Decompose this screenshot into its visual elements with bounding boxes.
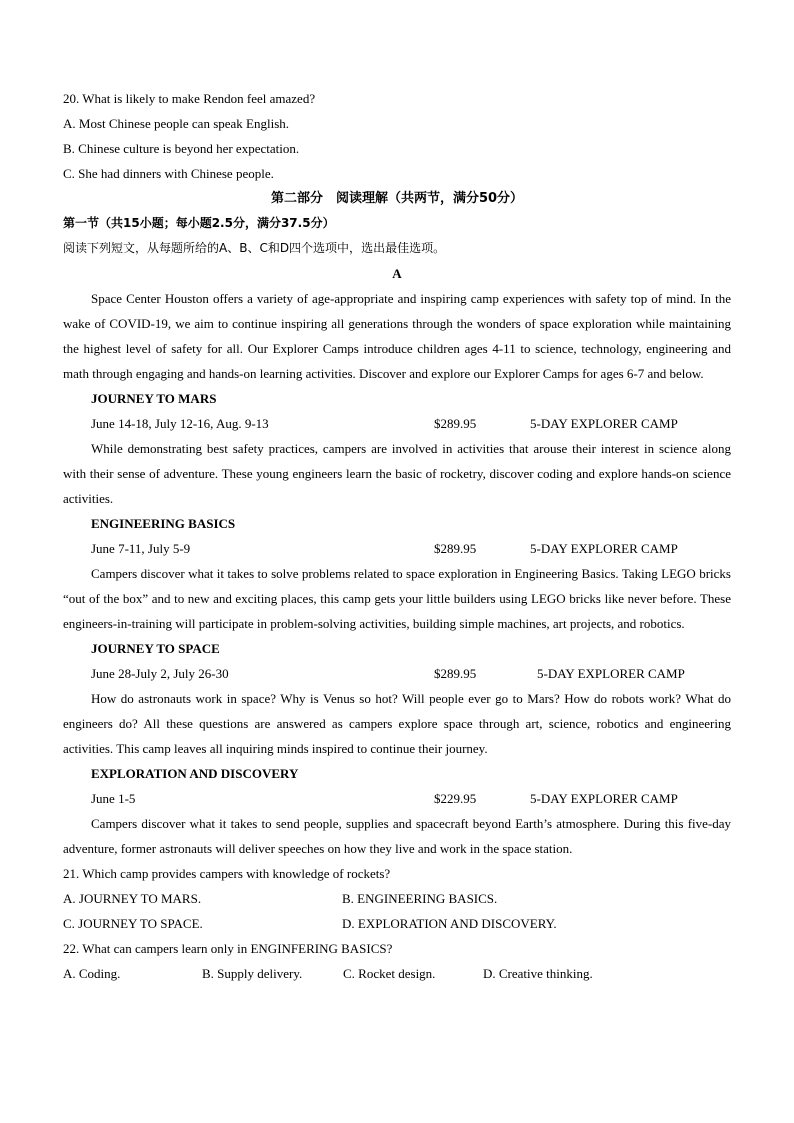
subsection-title: 第一节（共15小题；每小题2.5分，满分37.5分） (63, 216, 335, 230)
passage-label: A (392, 266, 402, 281)
camp-1-info (63, 411, 731, 436)
camp-2-info (63, 536, 731, 561)
camp-2-dates: June 7-11, July 5-9 (91, 541, 191, 556)
part-title: 第二部分 阅读理解（共两节，满分50分） (270, 191, 524, 206)
camp-3-price: $289.95 (434, 666, 477, 681)
q21-options-row-2 (63, 911, 731, 936)
q21-option-b: B. ENGINEERING BASICS. (342, 891, 498, 906)
question-21: 21. Which camp provides campers with knowledge of rockets? (63, 866, 391, 881)
camp-3-type: 5-DAY EXPLORER CAMP (537, 666, 685, 681)
camp-1-dates: June 14-18, July 12-16, Aug. 9-13 (91, 416, 269, 431)
camp-4-description: Campers discover what it takes to send people, supplies and spacecraft beyond Earth’s atmosphere. During this five-day adventure, former astronauts will deliver speeches on how they live and work in the space station. (63, 816, 731, 856)
camp-4-info (63, 786, 731, 811)
camp-2-description: Campers discover what it takes to solve problems related to space exploration in Engineering Basics. Taking LEGO bricks “out of the box” and to new and exciting places, this camp gets your little builders using LEGO bricks like never before. These engineers-in-training will participate in problem-solving activities, building simple machines, art projects, and robotics. (63, 566, 731, 631)
camp-3-name: JOURNEY TO SPACE (91, 641, 220, 656)
instruction: 阅读下列短文，从每题所给的A、B、C和D四个选项中，选出最佳选项。 (63, 241, 446, 255)
q22-options-row (63, 961, 731, 986)
question-22: 22. What can campers learn only in ENGINFERING BASICS? (63, 941, 393, 956)
camp-1-description: While demonstrating best safety practices, campers are involved in activities that arouse their interest in science along with their sense of adventure. These young engineers learn the basic of rocketry, discover coding and explore hands-on science activities. (63, 441, 731, 506)
intro-paragraph: Space Center Houston offers a variety of age-appropriate and inspiring camp experiences with safety top of mind. In the wake of COVID-19, we aim to continue inspiring all generations through the wonders of space exploration while maintaining the highest level of safety for all. Our Explorer Camps introduce children ages 4-11 to science, technology, engineering and math through engaging and hands-on learning activities. Discover and explore our Explorer Camps for ages 6-7 and below. (63, 291, 731, 381)
q20-option-b: B. Chinese culture is beyond her expectation. (63, 141, 300, 156)
camp-4-type: 5-DAY EXPLORER CAMP (530, 791, 678, 806)
q22-option-a: A. Coding. (63, 966, 121, 981)
camp-3-info (63, 661, 731, 686)
q21-options-row-1 (63, 886, 731, 911)
q21-option-a: A. JOURNEY TO MARS. (63, 891, 202, 906)
question-20: 20. What is likely to make Rendon feel amazed? (63, 91, 316, 106)
q20-option-a: A. Most Chinese people can speak English. (63, 116, 290, 131)
camp-2-type: 5-DAY EXPLORER CAMP (530, 541, 678, 556)
q21-option-c: C. JOURNEY TO SPACE. (63, 916, 203, 931)
camp-4-dates: June 1-5 (91, 791, 136, 806)
q22-option-c: C. Rocket design. (343, 966, 436, 981)
q22-option-d: D. Creative thinking. (483, 966, 593, 981)
camp-1-name: JOURNEY TO MARS (91, 391, 217, 406)
q22-option-b: B. Supply delivery. (202, 966, 303, 981)
camp-4-name: EXPLORATION AND DISCOVERY (91, 766, 299, 781)
camp-2-name: ENGINEERING BASICS (91, 516, 236, 531)
camp-3-description: How do astronauts work in space? Why is Venus so hot? Will people ever go to Mars? How do robots work? What do engineers do? All these questions are answered as campers explore space through art, science, robotics and engineering activities. This camp leaves all inquiring minds inspired to continue their journey. (63, 691, 731, 756)
camp-2-price: $289.95 (434, 541, 477, 556)
camp-1-price: $289.95 (434, 416, 477, 431)
q21-option-d: D. EXPLORATION AND DISCOVERY. (342, 916, 557, 931)
camp-1-type: 5-DAY EXPLORER CAMP (530, 416, 678, 431)
camp-4-price: $229.95 (434, 791, 477, 806)
camp-3-dates: June 28-July 2, July 26-30 (91, 666, 229, 681)
exam-page (63, 86, 731, 986)
q20-option-c: C. She had dinners with Chinese people. (63, 166, 274, 181)
